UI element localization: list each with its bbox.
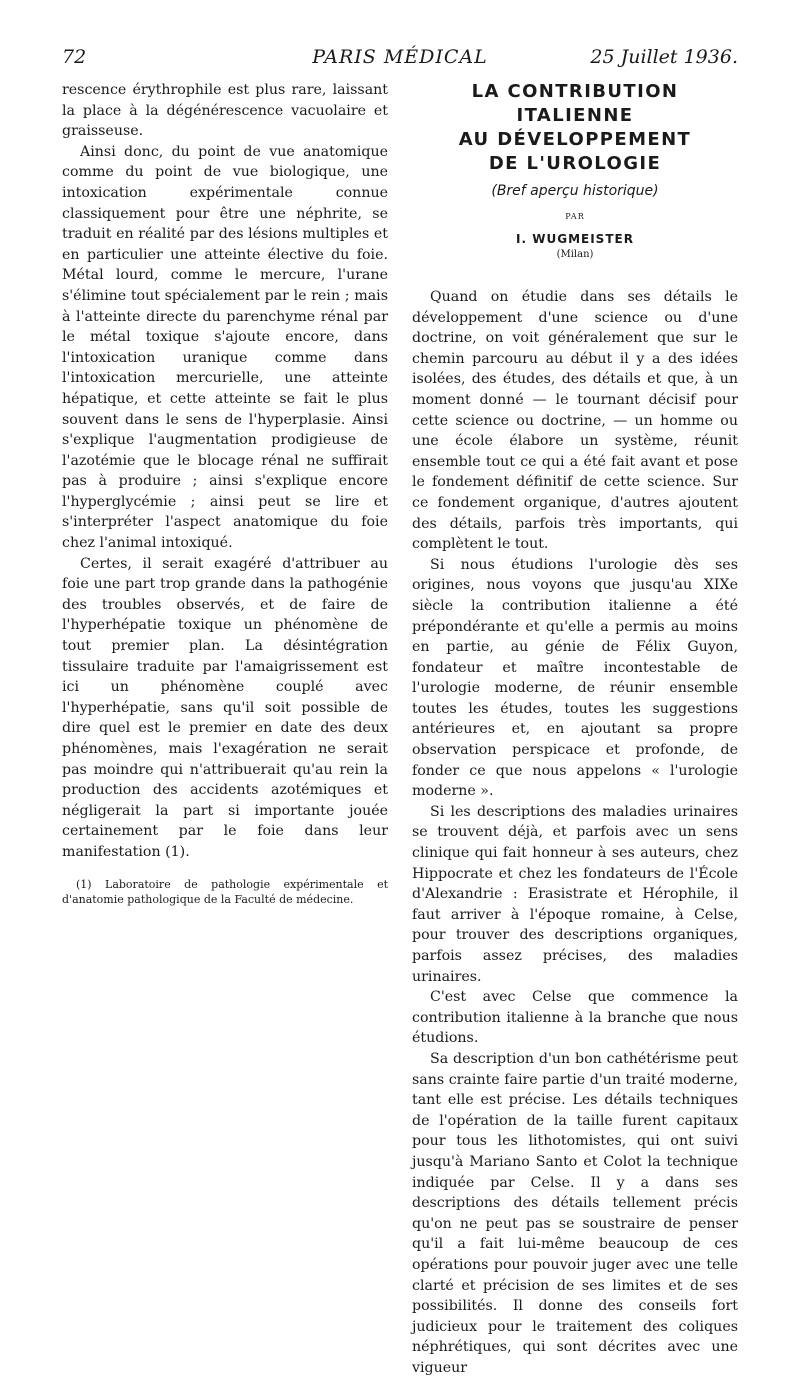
page-header: [62, 46, 738, 78]
issue-date: 25 Juillet 1936.: [590, 46, 738, 68]
paragraph: Si nous étudions l'urologie dès ses origines, nous voyons que jusqu'au XIXe siècle la contribution italienne a été prépondérante et qu'elle a permis au moins en partie, au génie de Félix Guyon, fondateur et maître incontestable de l'urologie moderne, de réunir ensemble toutes les études, toutes les suggestions antérieures et, en ajoutant sa propre observation perspicace et profonde, de fonder ce que nous appelons « l'urologie moderne ».: [412, 556, 738, 800]
page-number: 72: [62, 46, 87, 68]
article-title-line: LA CONTRIBUTION: [471, 81, 679, 102]
article-title-line: DE L'UROLOGIE: [488, 153, 662, 174]
article-title-line: ITALIENNE: [516, 105, 634, 126]
by-label: PAR: [565, 212, 585, 221]
paragraph: Ainsi donc, du point de vue anatomique comme du point de vue biologique, une intoxication expérimentale connue classiquement pour être une néphrite, se traduit en réalité par des lésions multiples et en particulier une atteinte élective du foie. Métal lourd, comme le mercure, l'urane s'élimine tout spécialement par le rein ; mais à l'atteinte directe du parenchyme rénal par le métal toxique s'ajoute encore, dans l'intoxication uranique comme dans l'intoxication mercurielle, une atteinte hépatique, et cette atteinte se fait le plus souvent dans le sens de l'hyperplasie. Ainsi s'explique l'augmentation prodigieuse de l'azotémie que le blocage rénal ne suffirait pas à produire ; ainsi s'explique encore l'hyperglycémie ; ainsi peut se lire et s'interpréter l'aspect anatomique du foie chez l'animal intoxiqué.: [62, 143, 388, 552]
paragraph: Si les descriptions des maladies urinaires se trouvent déjà, et parfois avec un sens clinique qui fait honneur à ses auteurs, chez Hippocrate et chez les fondateurs de l'École d'Alexandrie : Erasistrate et Hérophile, il faut arriver à l'époque romaine, à Celse, pour trouver des descriptions organiques, parfois assez précises, des maladies urinaires.: [412, 803, 738, 985]
right-column: [412, 80, 738, 1378]
paragraph: Quand on étudie dans ses détails le développement d'une science ou d'une doctrine, on voit généralement que sur le chemin parcouru au début il y a des idées isolées, des études, des détails et que, à un moment donné — le tournant décisif pour cette science ou doctrine, — un homme ou une école élabore un système, réunit ensemble tout ce qui a été fait avant et pose le fondement définitif de cette science. Sur ce fondement organique, d'autres ajoutent des détails, parfois très importants, qui complètent le tout.: [412, 289, 738, 553]
left-column: [62, 80, 388, 907]
article-title-block: [412, 80, 738, 261]
author-city: (Milan): [556, 249, 594, 260]
journal-title: PARIS MÉDICAL: [312, 46, 488, 68]
paragraph: C'est avec Celse que commence la contribution italienne à la branche que nous étudions.: [412, 989, 738, 1047]
footnote: (1) Laboratoire de pathologie expérimentale et d'anatomie pathologique de la Faculté de médecine.: [62, 877, 388, 906]
article-subtitle: (Bref aperçu historique): [491, 183, 659, 199]
paragraph: Sa description d'un bon cathétérisme peut sans crainte faire partie d'un traité moderne, tant elle est précise. Les détails techniques de l'opération de la taille furent capitaux pour tous les lithotomistes, qui ont suivi jusqu'à Mariano Santo et Colot la technique indiquée par Celse. Il y a dans ses descriptions des détails tellement précis qu'on ne peut pas se soustraire de penser qu'il a fait lui-même beaucoup de ces opérations pour pouvoir juger avec une telle clarté et précision de ses limites et de ses possibilités. Il donne des conseils fort judicieux pour le traitement des coliques néphrétiques, qui sont décrites avec une vigueur: [412, 1050, 738, 1376]
article-title-line: AU DÉVELOPPEMENT: [458, 129, 692, 150]
author-name: I. WUGMEISTER: [516, 232, 634, 246]
paragraph: Certes, il serait exagéré d'attribuer au foie une part trop grande dans la pathogénie des troubles observés, et de faire de l'hyperhépatie toxique un phénomène de tout premier plan. La désintégration tissulaire traduite par l'amaigrissement est ici un phénomène couplé avec l'hyperhépatie, sans qu'il soit possible de dire quel est le premier en date des deux phénomènes, mais l'exagération ne serait pas moindre qui n'attribuerait qu'au rein la production des accidents azotémiques et négligerait la part si importante jouée certainement par le foie dans leur manifestation (1).: [62, 555, 388, 860]
paragraph: rescence érythrophile est plus rare, laissant la place à la dégénérescence vacuolaire et graisseuse.: [62, 82, 388, 140]
